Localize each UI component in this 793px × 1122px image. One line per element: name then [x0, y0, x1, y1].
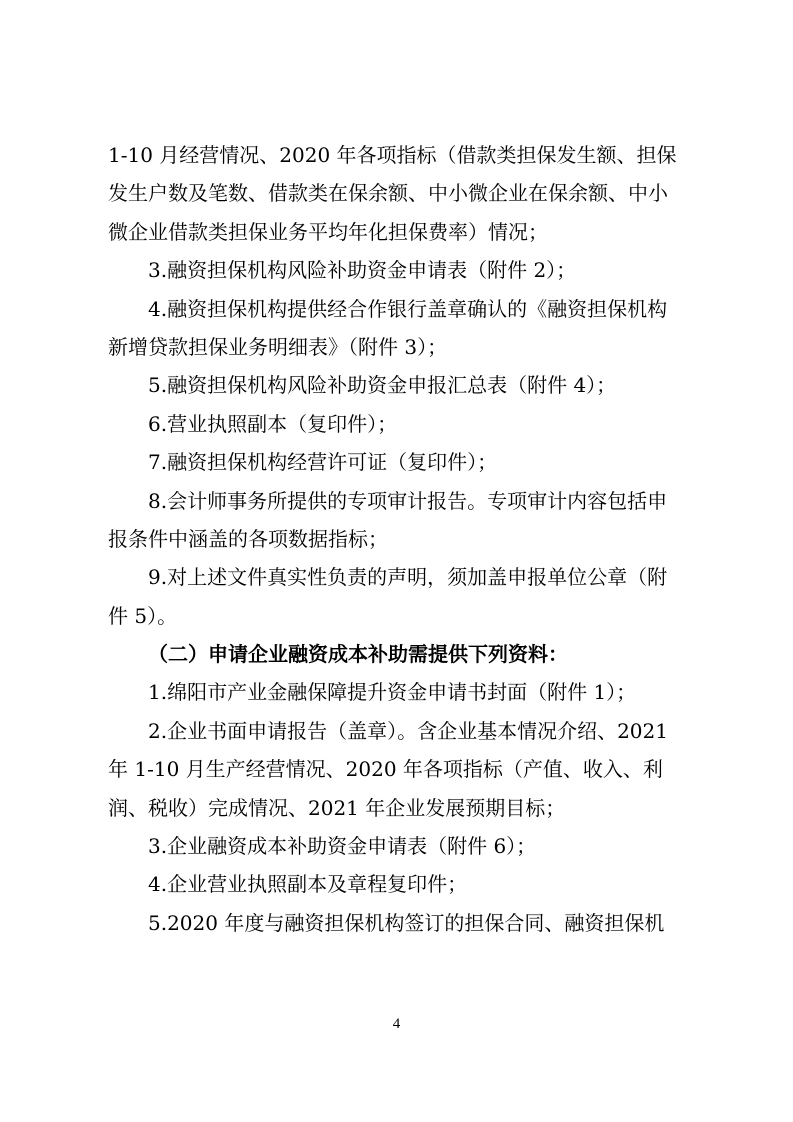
text-line: 发生户数及笔数、借款类在保余额、中小微企业在保余额、中小 [108, 181, 668, 206]
list-item: 5.融资担保机构风险补助资金申报汇总表（附件 4）； [148, 373, 617, 398]
list-item: 4.企业营业执照副本及章程复印件； [148, 872, 468, 897]
document-body [108, 136, 696, 942]
text-line: 件 5）。 [108, 603, 178, 628]
text-line: 1-10 月经营情况、2020 年各项指标（借款类担保发生额、担保 [108, 143, 677, 167]
list-item: 4.融资担保机构提供经合作银行盖章确认的《融资担保机构 [148, 296, 668, 321]
list-item: 5.2020 年度与融资担保机构签订的担保合同、融资担保机 [148, 910, 665, 935]
text-line: 润、税收）完成情况、2021 年企业发展预期目标； [108, 795, 566, 820]
list-item: 1.绵阳市产业金融保障提升资金申请书封面（附件 1）； [148, 680, 637, 705]
text-line: 新增贷款担保业务明细表》（附件 3）； [108, 334, 448, 359]
text-line: 微企业借款类担保业务平均年化担保费率）情况； [108, 219, 548, 244]
list-item: 6.营业执照副本（复印件）； [148, 411, 398, 436]
list-item: 8.会计师事务所提供的专项审计报告。专项审计内容包括申 [148, 488, 668, 513]
page-number: 4 [392, 1016, 401, 1032]
list-item: 2.企业书面申请报告（盖章）。含企业基本情况介绍、2021 [148, 718, 668, 743]
section-heading: （二）申请企业融资成本补助需提供下列资料： [148, 642, 568, 667]
list-item: 3.融资担保机构风险补助资金申请表（附件 2）； [148, 258, 577, 283]
list-item: 7.融资担保机构经营许可证（复印件）； [148, 450, 498, 475]
text-line: 年 1-10 月生产经营情况、2020 年各项指标（产值、收入、利 [108, 757, 663, 782]
text-line: 报条件中涵盖的各项数据指标； [108, 526, 388, 551]
list-item: 9.对上述文件真实性负责的声明，须加盖申报单位公章（附 [148, 565, 668, 590]
list-item: 3.企业融资成本补助资金申请表（附件 6）； [148, 834, 537, 859]
